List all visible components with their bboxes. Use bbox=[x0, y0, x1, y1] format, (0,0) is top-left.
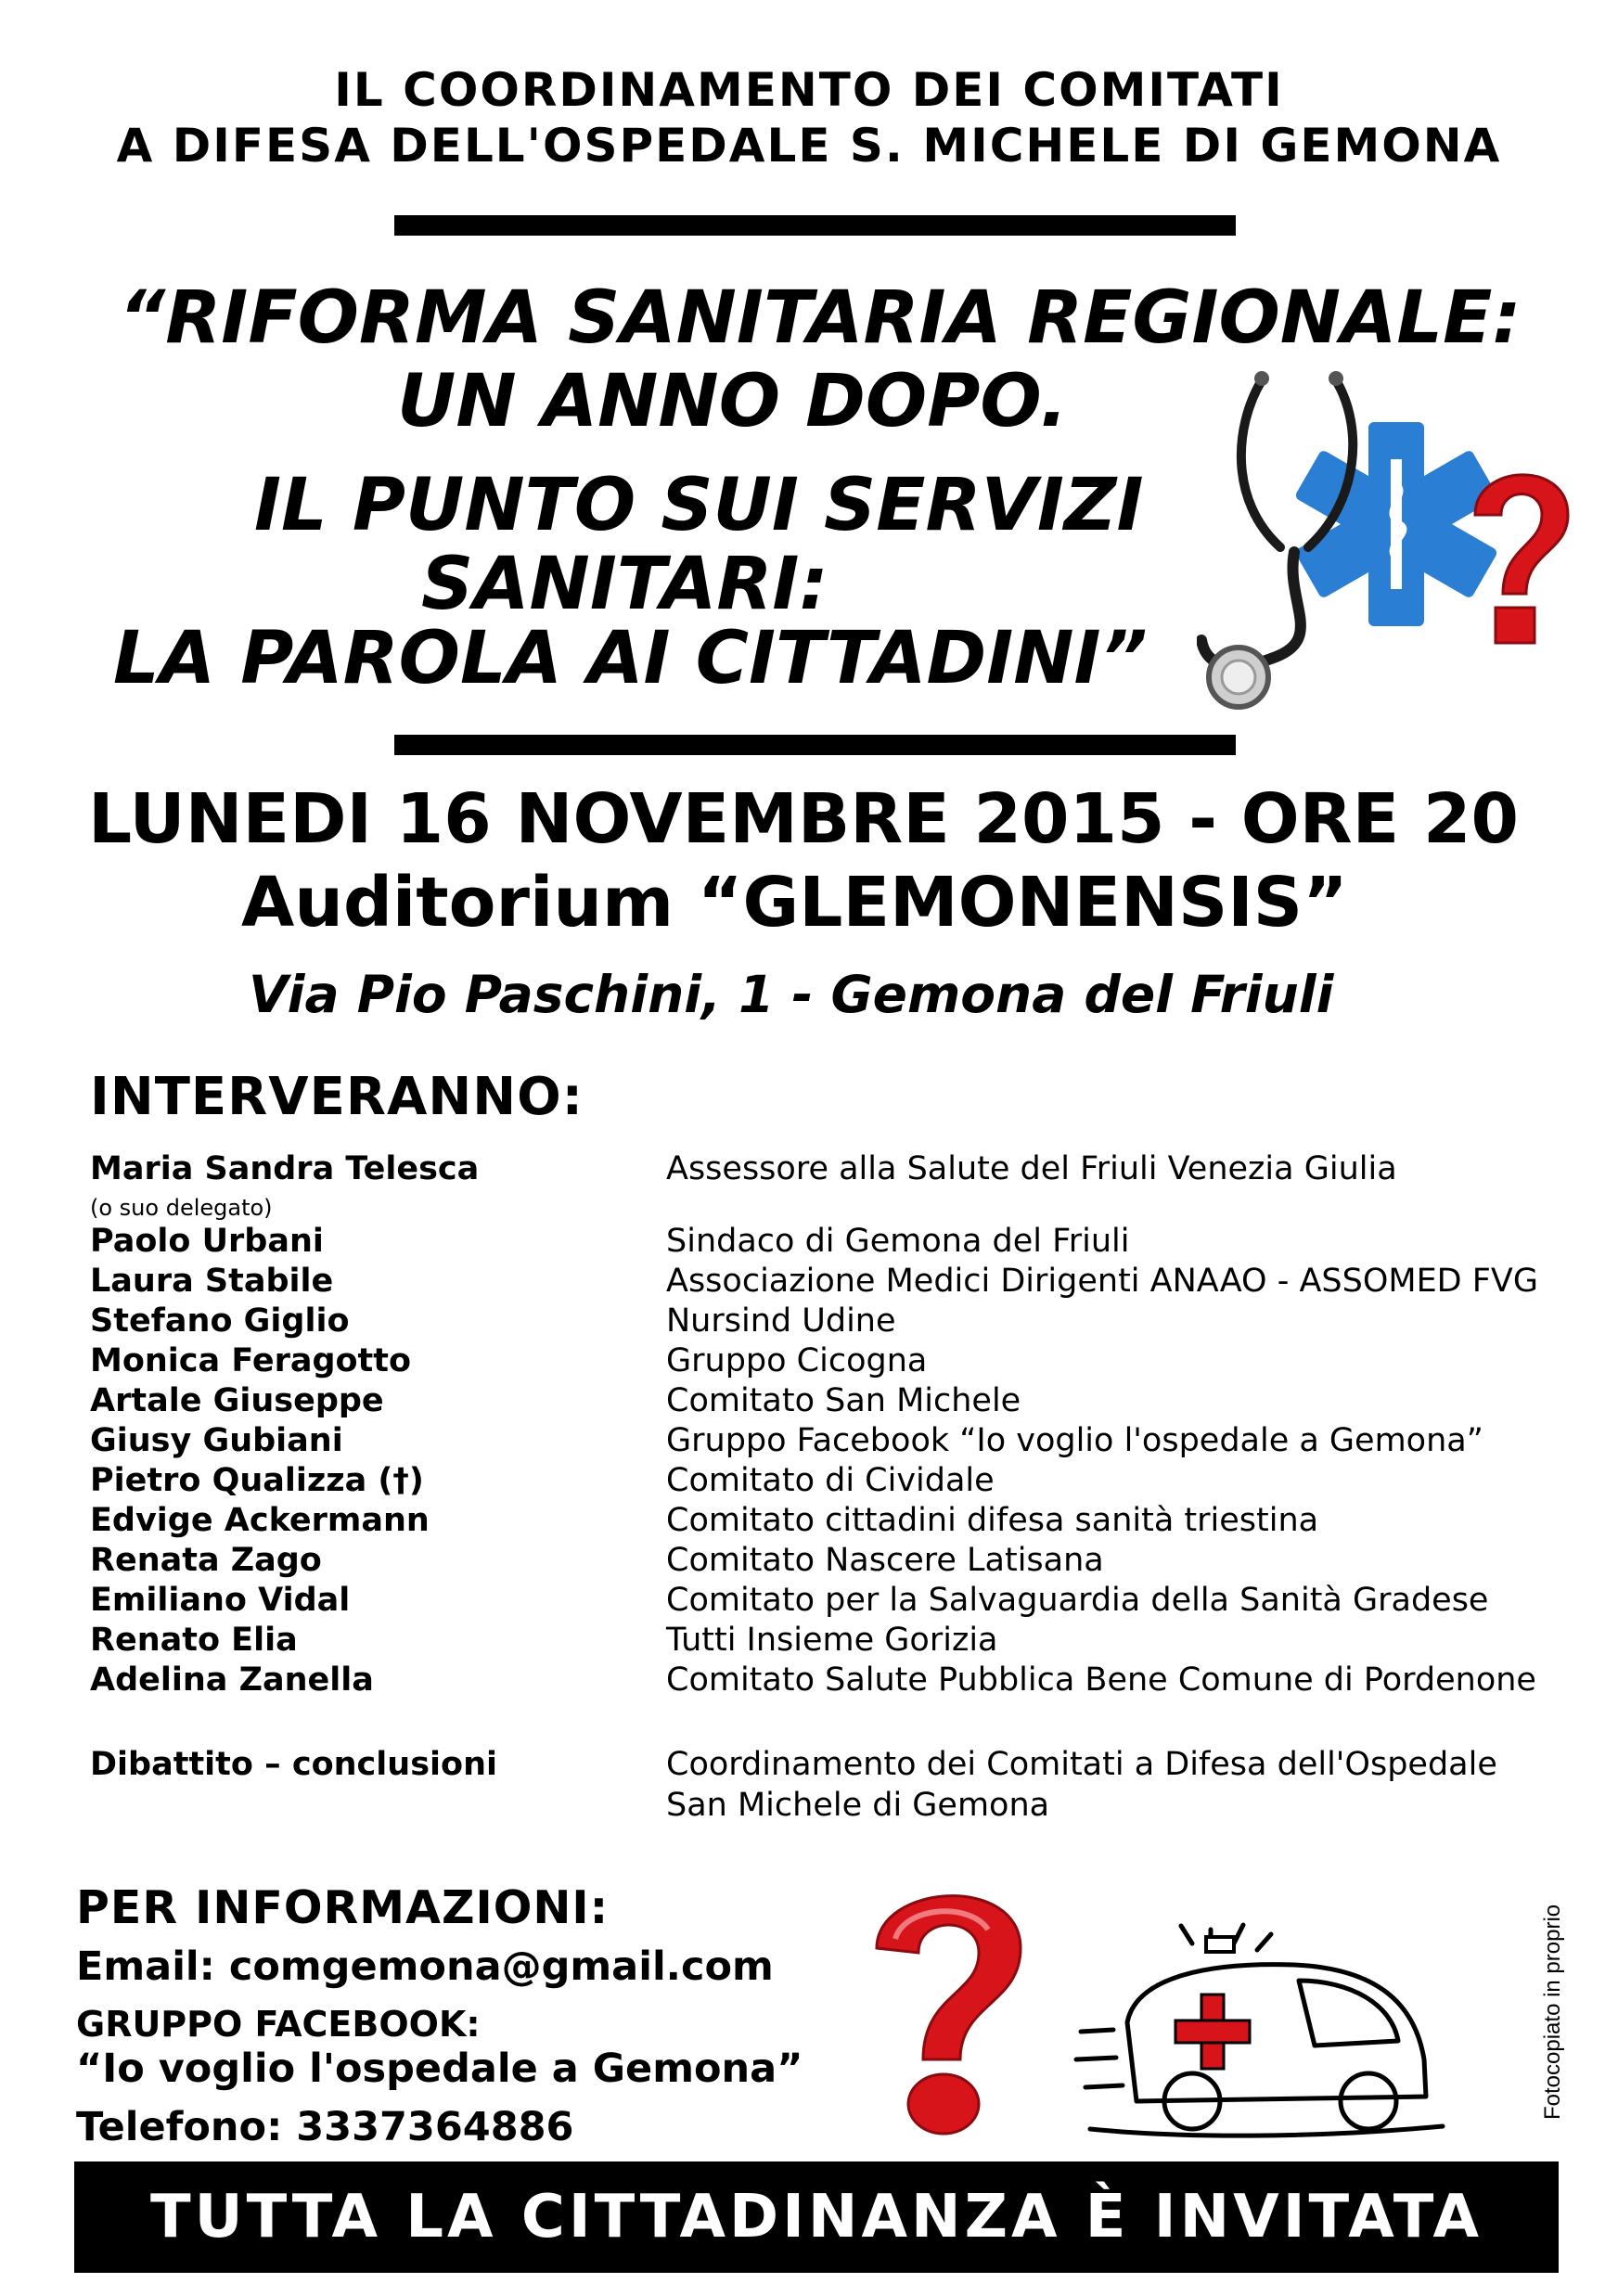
speaker-role: Associazione Medici Dirigenti ANAAO - ASSOMED FVG bbox=[666, 1263, 1538, 1300]
speaker-role: Comitato San Michele bbox=[666, 1382, 1021, 1419]
divider-top bbox=[394, 215, 1236, 236]
info-facebook-label: GRUPPO FACEBOOK: bbox=[76, 2004, 481, 2045]
info-email: Email: comgemona@gmail.com bbox=[76, 1943, 774, 1990]
speaker-name: Edvige Ackermann bbox=[90, 1502, 430, 1539]
speaker-role: Gruppo Facebook “Io voglio l'ospedale a Gemona” bbox=[666, 1422, 1483, 1459]
divider-bottom bbox=[394, 735, 1236, 755]
title-line-3: IL PUNTO SUI SERVIZI bbox=[254, 464, 1144, 547]
organizer-line-2: A DIFESA DELL'OSPEDALE S. MICHELE DI GEMONA bbox=[116, 119, 1502, 173]
speaker-name: Artale Giuseppe bbox=[90, 1382, 384, 1419]
speaker-name: Renato Elia bbox=[90, 1622, 298, 1659]
speaker-name: Stefano Giglio bbox=[90, 1302, 350, 1340]
side-note-text: Fotocopiato in proprio bbox=[1540, 1904, 1565, 2120]
speaker-role: Sindaco di Gemona del Friuli bbox=[666, 1223, 1130, 1260]
speaker-role: Comitato Nascere Latisana bbox=[666, 1542, 1104, 1579]
speaker-name: Laura Stabile bbox=[90, 1263, 334, 1300]
speaker-role: Comitato cittadini difesa sanità triestina bbox=[666, 1502, 1319, 1539]
speaker-name: Paolo Urbani bbox=[90, 1223, 324, 1260]
speaker-role: Comitato Salute Pubblica Bene Comune di Pordenone bbox=[666, 1661, 1536, 1699]
organizer-line-1: IL COORDINAMENTO DEI COMITATI bbox=[334, 63, 1284, 117]
title-line-1: “RIFORMA SANITARIA REGIONALE: bbox=[119, 276, 1522, 360]
title-line-4: SANITARI: bbox=[421, 543, 828, 626]
speaker-name: Adelina Zanella bbox=[90, 1661, 374, 1699]
speaker-role: Assessore alla Salute del Friuli Venezia Giulia bbox=[666, 1150, 1397, 1187]
invitation-banner bbox=[74, 2161, 1559, 2273]
speaker-note: (o suo delegato) bbox=[90, 1195, 273, 1221]
speaker-name: Pietro Qualizza (†) bbox=[90, 1462, 424, 1499]
event-venue: Auditorium “GLEMONENSIS” bbox=[241, 863, 1348, 943]
speaker-name: Emiliano Vidal bbox=[90, 1582, 351, 1619]
info-phone: Telefono: 3337364886 bbox=[76, 2104, 574, 2150]
invitation-text: TUTTA LA CITTADINANZA È INVITATA bbox=[150, 2183, 1483, 2251]
stethoscope-illustration bbox=[1197, 362, 1586, 724]
speaker-role: Nursind Udine bbox=[666, 1302, 896, 1340]
title-line-2: UN ANNO DOPO. bbox=[397, 360, 1068, 443]
speaker-role: Gruppo Cicogna bbox=[666, 1342, 928, 1379]
speaker-name: Giusy Gubiani bbox=[90, 1422, 343, 1459]
info-facebook-group: “Io voglio l'ospedale a Gemona” bbox=[76, 2046, 803, 2092]
debate-role-line-2: San Michele di Gemona bbox=[666, 1787, 1050, 1824]
speakers-heading: INTERVERANNO: bbox=[90, 1067, 584, 1127]
info-heading: PER INFORMAZIONI: bbox=[76, 1881, 610, 1934]
speaker-role: Comitato di Cividale bbox=[666, 1462, 995, 1499]
ambulance-icon bbox=[1072, 1911, 1461, 2143]
speaker-name: Renata Zago bbox=[90, 1542, 322, 1579]
question-mark-icon bbox=[867, 1874, 1030, 2152]
speaker-name: Maria Sandra Telesca bbox=[90, 1150, 480, 1187]
debate-role-line-1: Coordinamento dei Comitati a Difesa dell'Ospedale bbox=[666, 1746, 1497, 1783]
speaker-role: Tutti Insieme Gorizia bbox=[666, 1622, 998, 1659]
speaker-role: Comitato per la Salvaguardia della Sanità Gradese bbox=[666, 1582, 1489, 1619]
speaker-name: Monica Feragotto bbox=[90, 1342, 412, 1379]
event-address: Via Pio Paschini, 1 - Gemona del Friuli bbox=[249, 965, 1334, 1024]
title-line-5: LA PAROLA AI CITTADINI” bbox=[113, 617, 1148, 700]
debate-label: Dibattito – conclusioni bbox=[90, 1746, 497, 1783]
event-date: LUNEDI 16 NOVEMBRE 2015 - ORE 20 bbox=[88, 779, 1519, 859]
